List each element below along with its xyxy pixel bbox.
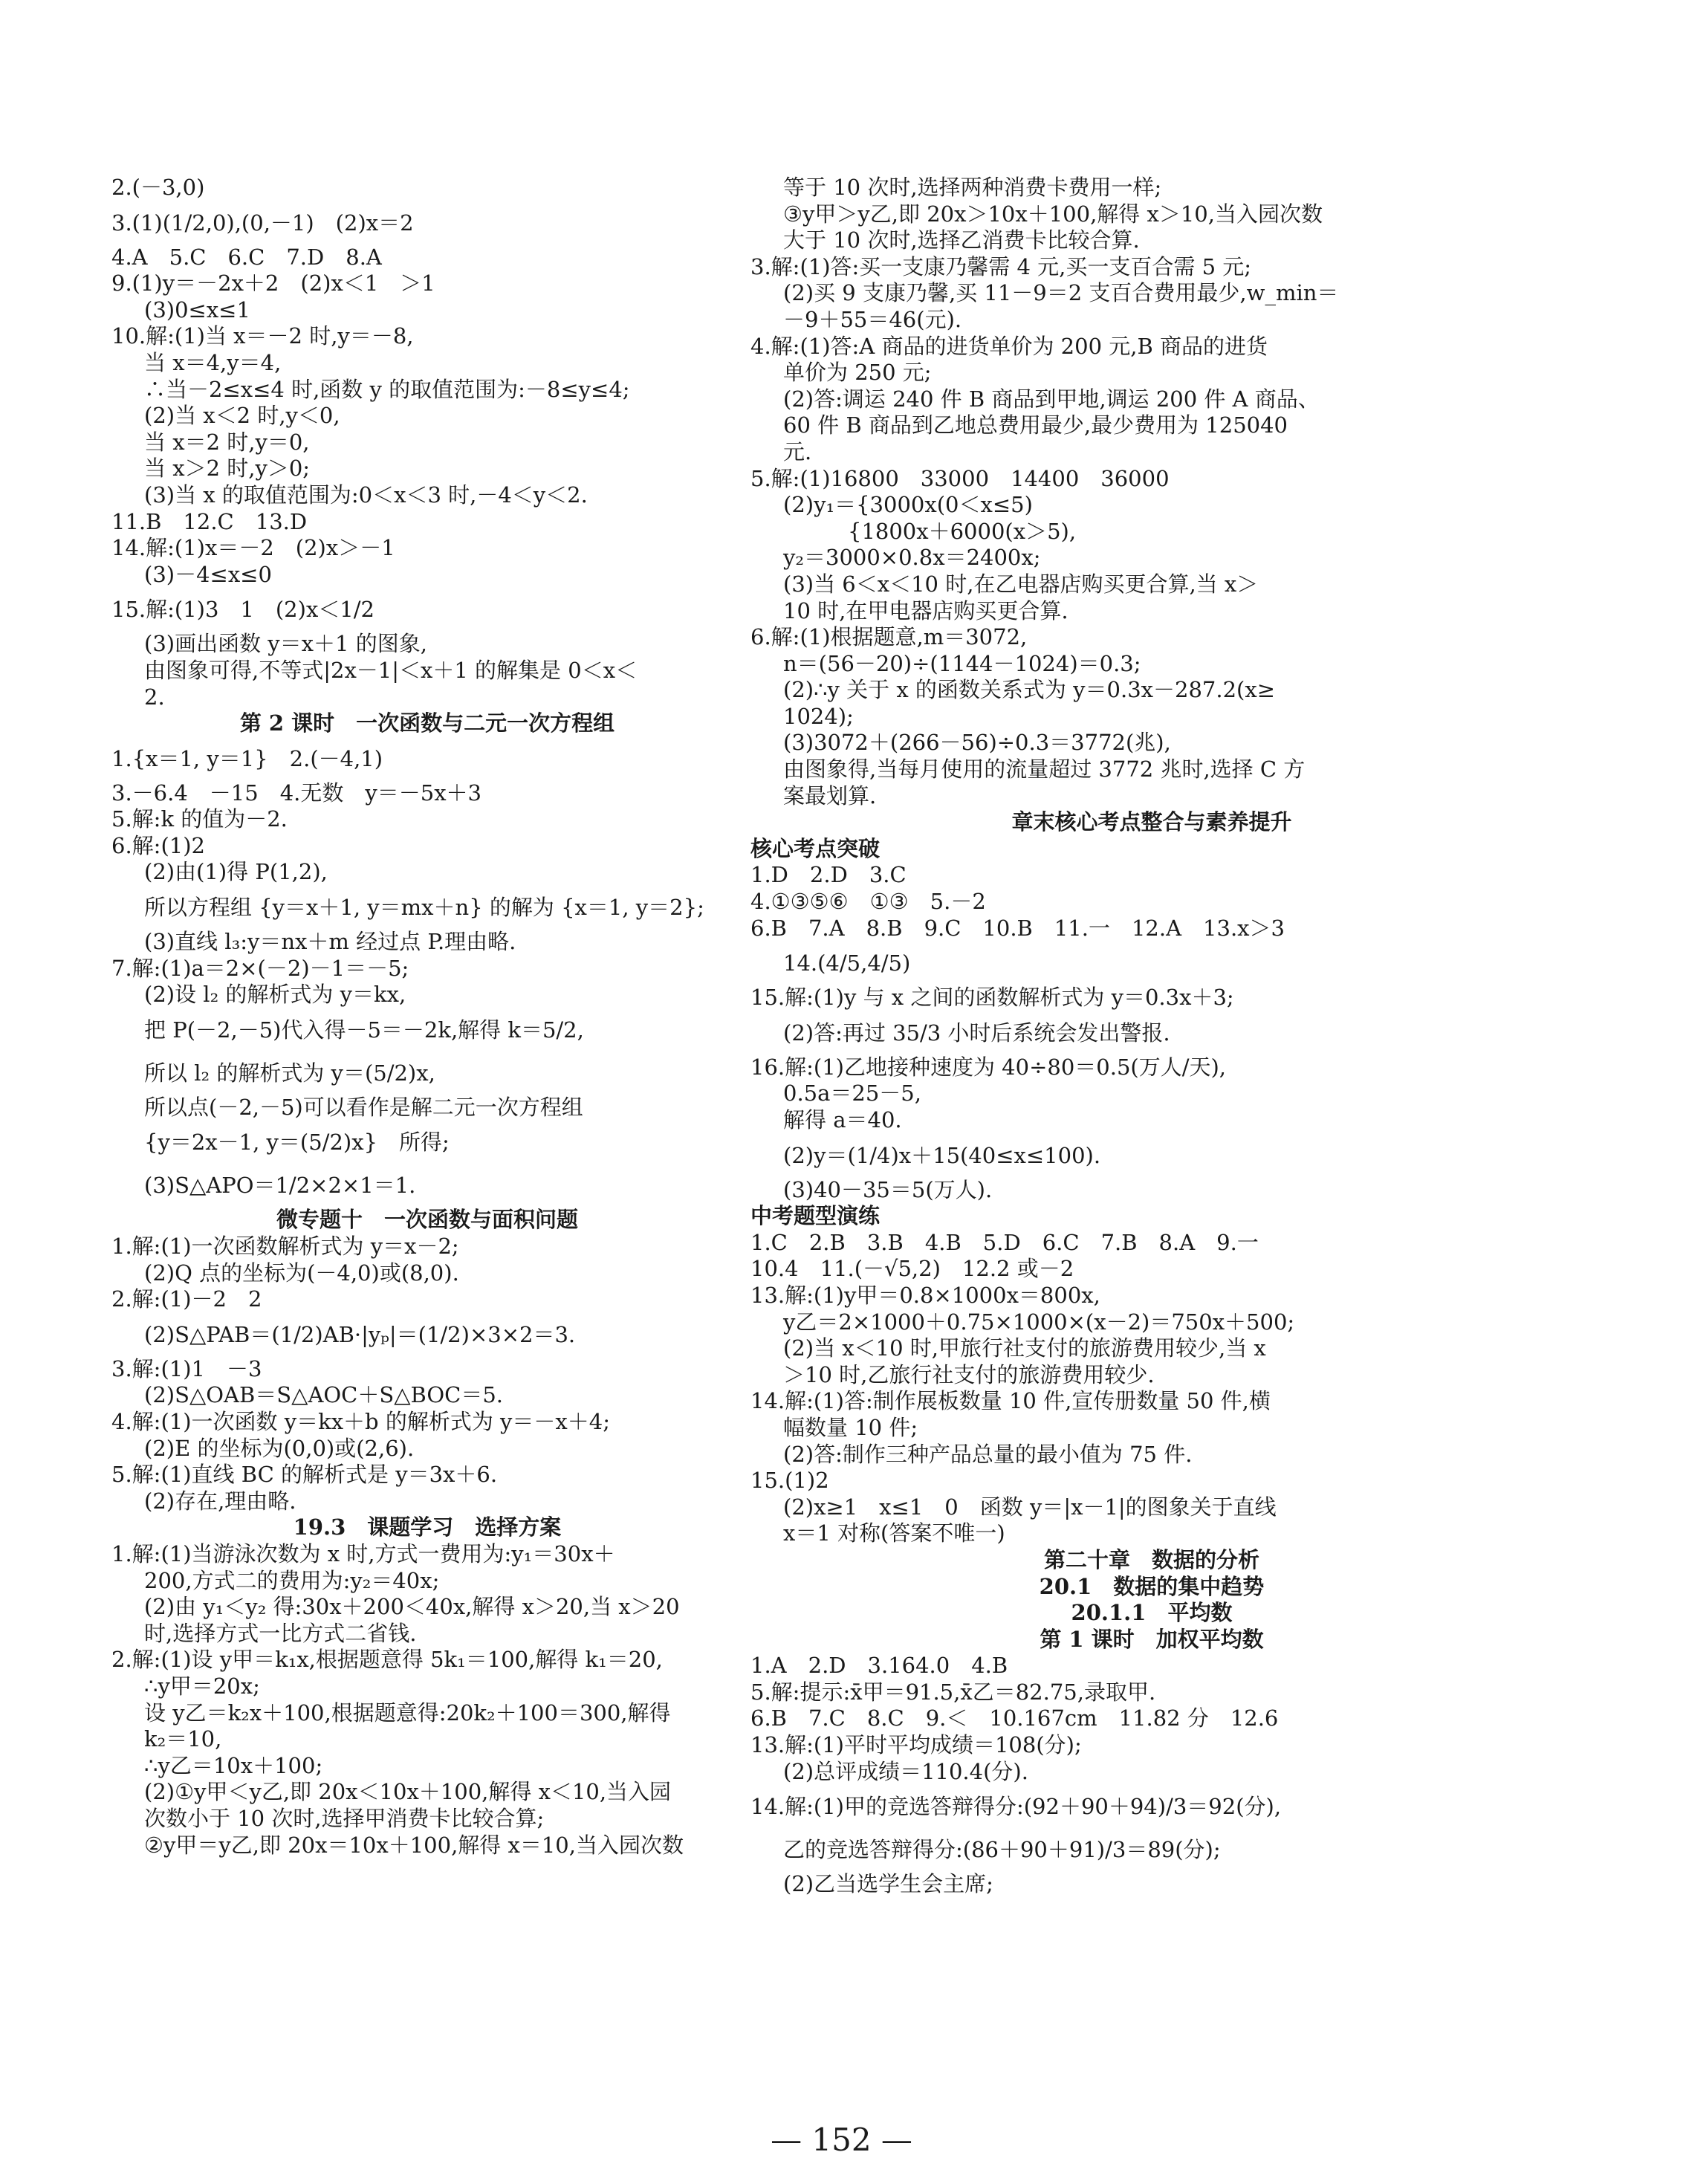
right-column-line: 10 时,在甲电器店购买更合算. — [783, 597, 1069, 623]
left-column-line: (2)存在,理由略. — [144, 1488, 296, 1514]
left-column-line: (3)S△APO＝1/2×2×1＝1. — [144, 1173, 416, 1199]
right-column-line: 14.(4/5,4/5) — [783, 950, 911, 976]
right-column-line: y₂＝3000×0.8x＝2400x; — [783, 545, 1041, 571]
left-column-line: 3.(1)(1/2,0),(0,－1) (2)x＝2 — [111, 210, 414, 236]
right-column-line: 幅数量 10 件; — [783, 1414, 918, 1440]
left-column-line: (2)当 x＜2 时,y＜0, — [144, 403, 340, 429]
left-column-line: (3)0≤x≤1 — [144, 297, 250, 323]
right-column-line: (2)答:再过 35/3 小时后系统会发出警报. — [783, 1020, 1170, 1046]
right-column-line: (3)当 6＜x＜10 时,在乙电器店购买更合算,当 x＞ — [783, 571, 1259, 597]
left-column-line: (3)当 x 的取值范围为:0＜x＜3 时,－4＜y＜2. — [144, 482, 588, 508]
left-column-line: (3)直线 l₃:y＝nx＋m 经过点 P.理由略. — [144, 929, 516, 955]
left-column-line: 2. — [144, 684, 165, 710]
right-column-line: －9＋55＝46(元). — [783, 306, 962, 332]
left-column-line: 4.解:(1)一次函数 y＝kx＋b 的解析式为 y＝－x＋4; — [111, 1409, 611, 1434]
right-column-line: 第 1 课时 加权平均数 — [1040, 1626, 1264, 1652]
left-column — [111, 175, 743, 1859]
right-column-line: 14.解:(1)甲的竞选答辩得分:(92＋90＋94)/3＝92(分), — [750, 1794, 1282, 1820]
left-column-line: 10.解:(1)当 x＝－2 时,y＝－8, — [111, 323, 414, 349]
left-column-line: 设 y乙＝k₂x＋100,根据题意得:20k₂＋100＝300,解得 — [144, 1699, 671, 1726]
right-column-line: 等于 10 次时,选择两种消费卡费用一样; — [783, 175, 1162, 200]
left-column-line: (2)由 y₁＜y₂ 得:30x＋200＜40x,解得 x＞20,当 x＞20 — [144, 1594, 680, 1620]
left-column-line: 把 P(－2,－5)代入得－5＝－2k,解得 k＝5/2, — [144, 1017, 584, 1043]
right-column-line: (2)∴y 关于 x 的函数关系式为 y＝0.3x－287.2(x≥ — [783, 677, 1275, 703]
left-column-line: (3)－4≤x≤0 — [144, 561, 272, 587]
left-column-line: 5.解:(1)直线 BC 的解析式是 y＝3x＋6. — [111, 1462, 498, 1488]
right-column-line: y乙＝2×1000＋0.75×1000×(x－2)＝750x＋500; — [783, 1309, 1295, 1335]
left-column-line: 19.3 课题学习 选择方案 — [293, 1514, 562, 1540]
left-column-line: 当 x＝4,y＝4, — [144, 349, 282, 375]
right-column-line: 1.C 2.B 3.B 4.B 5.D 6.C 7.B 8.A 9.一 — [750, 1229, 1259, 1255]
right-column-line: 大于 10 次时,选择乙消费卡比较合算. — [783, 227, 1140, 253]
right-column-line: {1800x＋6000(x＞5), — [783, 518, 1077, 544]
left-column-line: 14.解:(1)x＝－2 (2)x＞－1 — [111, 535, 395, 561]
left-column-line: (2)①y甲＜y乙,即 20x＜10x＋100,解得 x＜10,当入园 — [144, 1779, 672, 1805]
left-column-line: 6.解:(1)2 — [111, 832, 205, 858]
left-column-line: 当 x＞2 时,y＞0; — [144, 456, 311, 482]
left-column-line: (2)设 l₂ 的解析式为 y＝kx, — [144, 982, 406, 1008]
right-column-line: 16.解:(1)乙地接种速度为 40÷80＝0.5(万人/天), — [750, 1054, 1227, 1080]
left-column-line: 1.解:(1)当游泳次数为 x 时,方式一费用为:y₁＝30x＋ — [111, 1540, 615, 1566]
right-column-line: 5.解:提示:x̄甲＝91.5,x̄乙＝82.75,录取甲. — [750, 1679, 1156, 1705]
right-column-line: 13.解:(1)平时平均成绩＝108(分); — [750, 1732, 1082, 1758]
left-column-line: ∴当－2≤x≤4 时,函数 y 的取值范围为:－8≤y≤4; — [144, 376, 630, 402]
right-column — [750, 175, 1553, 1898]
right-column-line: 5.解:(1)16800 33000 14400 36000 — [750, 465, 1170, 491]
left-column-line: 2.解:(1)－2 2 — [111, 1286, 262, 1312]
right-column-line: (3)3072＋(266－56)÷0.3＝3772(兆), — [783, 730, 1171, 756]
right-column-line: (2)买 9 支康乃馨,买 11－9＝2 支百合费用最少,w_min＝ — [783, 280, 1339, 306]
right-column-line: 第二十章 数据的分析 — [1043, 1546, 1259, 1572]
right-column-line: (2)y＝(1/4)x＋15(40≤x≤100). — [783, 1142, 1101, 1168]
right-column-line: 20.1 数据的集中趋势 — [1039, 1573, 1265, 1599]
right-column-line: 由图象得,当每月使用的流量超过 3772 兆时,选择 C 方 — [783, 756, 1306, 782]
left-column-line: k₂＝10, — [144, 1726, 222, 1752]
left-column-line: 1.解:(1)一次函数解析式为 y＝x－2; — [111, 1234, 459, 1260]
right-column-line: (2)答:调运 240 件 B 商品到甲地,调运 200 件 A 商品、 — [783, 386, 1320, 412]
right-column-line: 6.B 7.A 8.B 9.C 10.B 11.一 12.A 13.x＞3 — [750, 915, 1285, 941]
right-column-line: 10.4 11.(－√5,2) 12.2 或－2 — [750, 1256, 1074, 1282]
left-column-line: 第 2 课时 一次函数与二元一次方程组 — [239, 710, 615, 736]
right-column-line: 13.解:(1)y甲＝0.8×1000x＝800x, — [750, 1282, 1100, 1308]
right-column-line: 3.解:(1)答:买一支康乃馨需 4 元,买一支百合需 5 元; — [750, 253, 1252, 279]
right-column-line: (2)乙当选学生会主席; — [783, 1871, 993, 1897]
left-column-line: (2)Q 点的坐标为(－4,0)或(8,0). — [144, 1260, 459, 1286]
left-column-line: (2)E 的坐标为(0,0)或(2,6). — [144, 1435, 415, 1461]
left-column-line: 200,方式二的费用为:y₂＝40x; — [144, 1567, 440, 1593]
right-column-line: (3)40－35＝5(万人). — [783, 1176, 993, 1202]
left-column-line: 5.解:k 的值为－2. — [111, 806, 288, 832]
left-column-line: ②y甲＝y乙,即 20x＝10x＋100,解得 x＝10,当入园次数 — [144, 1832, 684, 1858]
left-column-line: 1.{x＝1, y＝1} 2.(－4,1) — [111, 745, 383, 771]
left-column-line: 3.解:(1)1 －3 — [111, 1355, 262, 1381]
left-column-line: 9.(1)y＝－2x＋2 (2)x＜1 ＞1 — [111, 270, 435, 297]
right-column-line: (2)答:制作三种产品总量的最小值为 75 件. — [783, 1441, 1193, 1467]
right-column-line: 15.(1)2 — [750, 1468, 829, 1494]
left-column-line: ∴y乙＝10x＋100; — [144, 1752, 323, 1778]
left-column-line: 当 x＝2 时,y＝0, — [144, 429, 310, 455]
left-column-line: 2.(－3,0) — [111, 175, 205, 200]
left-column-line: 15.解:(1)3 1 (2)x＜1/2 — [111, 597, 374, 623]
left-column-line: 7.解:(1)a＝2×(－2)－1＝－5; — [111, 955, 409, 981]
right-column-line: n＝(56－20)÷(1144－1024)＝0.3; — [783, 650, 1141, 676]
right-column-line: (2)当 x＜10 时,甲旅行社支付的旅游费用较少,当 x — [783, 1335, 1266, 1361]
right-column-line: (2)x≥1 x≤1 0 函数 y＝|x－1|的图象关于直线 — [783, 1494, 1277, 1520]
right-column-line: 核心考点突破 — [750, 835, 881, 861]
right-column-line: 4.①③⑤⑥ ①③ 5.－2 — [750, 889, 986, 915]
right-column-line: 1.A 2.D 3.164.0 4.B — [750, 1653, 1008, 1679]
left-column-line: 2.解:(1)设 y甲＝k₁x,根据题意得 5k₁＝100,解得 k₁＝20, — [111, 1647, 663, 1673]
right-column-line: 乙的竞选答辩得分:(86＋90＋91)/3＝89(分); — [783, 1837, 1221, 1863]
right-column-line: 章末核心考点整合与素养提升 — [1011, 809, 1292, 835]
right-column-line: (2)总评成绩＝110.4(分). — [783, 1758, 1028, 1784]
right-column-line: 0.5a＝25－5, — [783, 1080, 921, 1106]
right-column-line: 1024); — [783, 703, 854, 729]
left-column-line: (2)S△OAB＝S△AOC＋S△BOC＝5. — [144, 1382, 504, 1408]
left-column-line: 微专题十 一次函数与面积问题 — [276, 1207, 578, 1233]
left-column-line: 4.A 5.C 6.C 7.D 8.A — [111, 244, 382, 270]
left-column-line: 所以点(－2,－5)可以看作是解二元一次方程组 — [144, 1094, 583, 1120]
right-column-line: 4.解:(1)答:A 商品的进货单价为 200 元,B 商品的进货 — [750, 333, 1268, 359]
right-column-line: ③y甲＞y乙,即 20x＞10x＋100,解得 x＞10,当入园次数 — [783, 201, 1323, 227]
right-column-line: 6.解:(1)根据题意,m＝3072, — [750, 624, 1028, 650]
left-column-line: ∴y甲＝20x; — [144, 1673, 260, 1699]
page-number: — 152 — — [771, 2122, 912, 2158]
left-column-line: 时,选择方式一比方式二省钱. — [144, 1620, 417, 1646]
left-column-line: (2)S△PAB＝(1/2)AB·|yₚ|＝(1/2)×3×2＝3. — [144, 1321, 576, 1347]
right-column-line: ＞10 时,乙旅行社支付的旅游费用较少. — [783, 1361, 1155, 1387]
left-column-line: (2)由(1)得 P(1,2), — [144, 859, 328, 885]
right-column-line: 元. — [783, 438, 812, 464]
left-column-line: {y＝2x－1, y＝(5/2)x} 所得; — [144, 1130, 450, 1156]
right-column-line: 6.B 7.C 8.C 9.＜ 10.167cm 11.82 分 12.6 — [750, 1705, 1279, 1731]
left-column-line: 11.B 12.C 13.D — [111, 508, 308, 534]
left-column-line: 所以 l₂ 的解析式为 y＝(5/2)x, — [144, 1060, 435, 1086]
right-column-line: (2)y₁＝{3000x(0＜x≤5) — [783, 492, 1033, 518]
left-column-line: 所以方程组 {y＝x＋1, y＝mx＋n} 的解为 {x＝1, y＝2}; — [144, 895, 704, 921]
right-column-line: 单价为 250 元; — [783, 360, 932, 386]
right-column-line: 60 件 B 商品到乙地总费用最少,最少费用为 125040 — [783, 412, 1288, 438]
left-column-line: (3)画出函数 y＝x＋1 的图象, — [144, 631, 427, 657]
right-column-line: 20.1.1 平均数 — [1071, 1600, 1233, 1626]
right-column-line: 解得 a＝40. — [783, 1107, 902, 1132]
left-column-line: 次数小于 10 次时,选择甲消费卡比较合算; — [144, 1805, 545, 1831]
left-column-line: 由图象可得,不等式|2x－1|＜x＋1 的解集是 0＜x＜ — [144, 657, 638, 683]
right-column-line: 1.D 2.D 3.C — [750, 862, 907, 888]
right-column-line: 案最划算. — [783, 782, 877, 809]
right-column-line: x＝1 对称(答案不唯一) — [783, 1520, 1005, 1546]
right-column-line: 15.解:(1)y 与 x 之间的函数解析式为 y＝0.3x＋3; — [750, 985, 1234, 1011]
right-column-line: 中考题型演练 — [750, 1203, 881, 1229]
right-column-line: 14.解:(1)答:制作展板数量 10 件,宣传册数量 50 件,横 — [750, 1388, 1271, 1414]
left-column-line: 3.－6.4 －15 4.无数 y＝－5x＋3 — [111, 780, 481, 806]
